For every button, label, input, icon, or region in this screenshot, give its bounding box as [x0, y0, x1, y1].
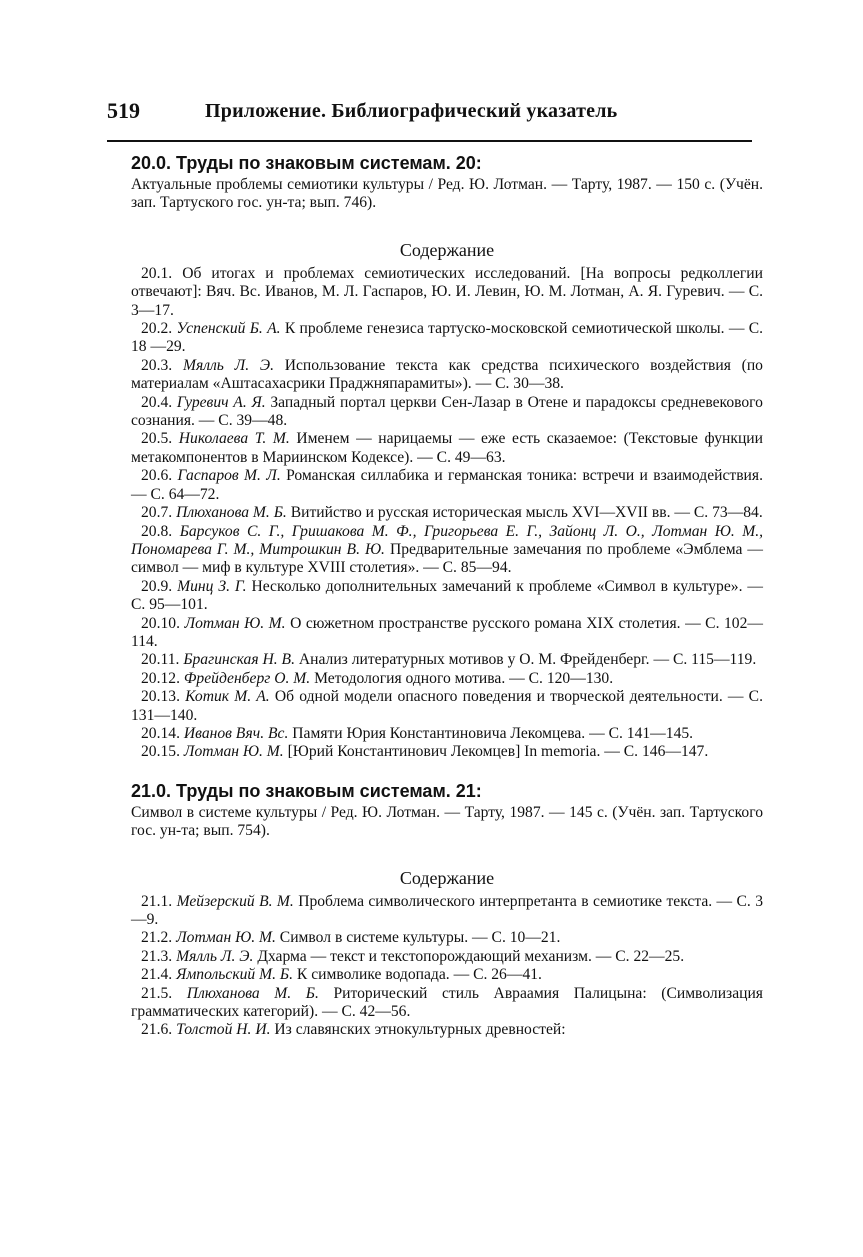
- page-content: [131, 152, 763, 1040]
- contents-entry: [131, 688, 763, 725]
- contents-heading: Содержание: [399, 867, 495, 888]
- contents-entry: [131, 578, 763, 615]
- entry-text: Из славянских этнокультурных древностей:: [274, 1021, 566, 1039]
- contents-entry: [131, 523, 763, 578]
- bibliography-section: [131, 152, 763, 762]
- entry-author: Толстой Н. И.: [176, 1021, 271, 1039]
- entry-text: Символ в системе культуры. — С. 10—21.: [279, 929, 561, 947]
- entry-author: Минц З. Г.: [177, 577, 247, 595]
- entry-author: Брагинская Н. В.: [183, 651, 295, 669]
- entry-number: 21.2.: [141, 929, 173, 947]
- contents-entry: [131, 615, 763, 652]
- entry-number: 20.11.: [141, 651, 180, 669]
- contents-entry: [131, 467, 763, 504]
- entry-author: Успенский Б. А.: [176, 320, 281, 338]
- entry-text: Анализ литературных мотивов у О. М. Фрейденберг. — С. 115—119.: [298, 651, 757, 669]
- contents-entry: [131, 1021, 763, 1039]
- entry-text: К символике водопада. — С. 26—41.: [296, 966, 542, 984]
- entry-number: 20.2.: [141, 320, 173, 338]
- entry-text: Именем — нарицаемы — еже есть сказаемое: (Текстовые функции метакомпонентов в Мариинском Кодексе). — С. 49—63.: [131, 430, 764, 466]
- entry-text: К проблеме генезиса тартуско-московской семиотической школы. — С. 18 —29.: [131, 320, 764, 356]
- entry-author: Фрейденберг О. М.: [183, 669, 311, 687]
- entry-number: 20.9.: [141, 577, 173, 595]
- section-description: Актуальные проблемы семиотики культуры / Ред. Ю. Лотман. — Тарту, 1987. — 150 с. (Учён. зап. Тартуского гос. ун-та; вып. 746).: [131, 176, 763, 212]
- contents-entry: [131, 394, 763, 431]
- entry-number: 20.10.: [141, 614, 180, 632]
- entry-number: 20.6.: [141, 467, 173, 485]
- entry-author: Барсуков С. Г., Гришакова М. Ф., Григорьева Е. Г., Зайонц Л. О., Лотман Ю. М., Пономарева Г. М., Митрошкин В. Ю.: [131, 522, 763, 558]
- contents-entry: [131, 929, 763, 947]
- entry-number: 21.5.: [141, 984, 173, 1002]
- entry-author: Николаева Т. М.: [178, 430, 290, 448]
- contents-entry: [131, 743, 763, 761]
- entry-author: Гаспаров М. Л.: [177, 467, 281, 485]
- entry-number: 20.1.: [141, 264, 173, 282]
- entry-number: 20.5.: [141, 430, 173, 448]
- entry-number: 20.8.: [141, 522, 173, 540]
- running-head: [107, 98, 757, 132]
- entry-text: [Юрий Константинович Лекомцев] In memoria. — С. 146—147.: [287, 743, 709, 761]
- entry-number: 20.12.: [141, 669, 180, 687]
- entry-author: Лотман Ю. М.: [183, 743, 284, 761]
- entry-number: 20.7.: [141, 504, 173, 522]
- entry-author: Котик М. А.: [185, 688, 270, 706]
- running-title: Приложение. Библиографический указатель: [205, 100, 618, 122]
- contents-entry: [131, 985, 763, 1022]
- entry-text: Памяти Юрия Константиновича Лекомцева. — С. 141—145.: [292, 724, 694, 742]
- entry-number: 21.3.: [141, 947, 173, 965]
- entry-text: Об итогах и проблемах семиотических исследований. [На вопросы редколлегии отвечают]: Вяч. Вс. Иванов, М. Л. Гаспаров, Ю. И. Левин, Ю. М. Лотман, А. Я. Гуревич. — С. 3—17.: [131, 264, 763, 319]
- contents-entry: [131, 265, 763, 320]
- entry-author: Лотман Ю. М.: [176, 929, 276, 947]
- entry-number: 20.4.: [141, 393, 173, 411]
- entry-author: Иванов Вяч. Вс.: [183, 724, 289, 742]
- contents-entry: [131, 320, 763, 357]
- entry-author: Мялль Л. Э.: [182, 356, 274, 374]
- section-description: Символ в системе культуры / Ред. Ю. Лотман. — Тарту, 1987. — 145 с. (Учён. зап. Тартуского гос. ун-та; вып. 754).: [131, 803, 763, 840]
- entry-text: Западный портал церкви Сен-Лазар в Отене и парадоксы средневекового сознания. — С. 39—48.: [131, 393, 763, 430]
- entry-text: Несколько дополнительных замечаний к проблеме «Символ в культуре». — С. 95—101.: [131, 577, 763, 614]
- entry-author: Гуревич А. Я.: [176, 393, 266, 411]
- contents-entry: [131, 893, 763, 930]
- entry-text: Предварительные замечания по проблеме «Эмблема — символ — миф в культуре XVIII столетия». — С. 85—94.: [131, 540, 763, 577]
- entry-text: Использование текста как средства психического воздействия (по материалам «Аштасахасрики Праджняпарамиты»). — С. 30—38.: [131, 356, 763, 393]
- entry-author: Плюханова М. Б.: [176, 504, 287, 522]
- entry-number: 21.6.: [141, 1021, 173, 1039]
- entry-number: 20.13.: [141, 688, 180, 706]
- contents-entry: [131, 357, 763, 394]
- section-title: 20.0. Труды по знаковым системам. 20:: [131, 153, 482, 173]
- contents-heading: Содержание: [399, 239, 495, 260]
- entry-text: Риторический стиль Авраамия Палицына: (Символизация грамматических категорий). — С. 42—56.: [131, 984, 763, 1021]
- contents-entry: [131, 651, 763, 669]
- entry-number: 20.3.: [141, 356, 173, 374]
- entry-author: Мейзерский В. М.: [176, 892, 294, 910]
- entry-text: Об одной модели опасного поведения и творческой деятельности. — С. 131—140.: [131, 688, 763, 724]
- entry-author: Ямпольский М. Б.: [176, 966, 293, 984]
- entry-text: Романская силлабика и германская тоника: встречи и взаимодействия. — С. 64—72.: [131, 467, 763, 503]
- contents-entry: [131, 670, 763, 688]
- entry-number: 21.1.: [141, 892, 173, 910]
- entry-text: Витийство и русская историческая мысль XVI—XVII вв. — С. 73—84.: [290, 504, 763, 522]
- entry-author: Мялль Л. Э.: [176, 947, 254, 965]
- entry-text: О сюжетном пространстве русского романа XIX столетия. — С. 102—114.: [131, 614, 763, 650]
- contents-entry: [131, 948, 763, 966]
- entry-number: 21.4.: [141, 966, 173, 984]
- section-title: 21.0. Труды по знаковым системам. 21:: [131, 780, 482, 801]
- contents-entry: [131, 504, 763, 522]
- header-rule: [107, 140, 752, 142]
- entry-text: Проблема символического интерпретанта в семиотике текста. — С. 3—9.: [131, 892, 764, 928]
- entry-author: Лотман Ю. М.: [184, 614, 286, 632]
- contents-entry: [131, 430, 763, 467]
- entry-number: 20.15.: [141, 743, 180, 761]
- bibliography-section: [131, 780, 763, 1040]
- entry-number: 20.14.: [141, 724, 180, 742]
- entry-text: Дхарма — текст и текстопорождающий механизм. — С. 22—25.: [257, 947, 685, 965]
- entry-author: Плюханова М. Б.: [186, 984, 319, 1002]
- entry-text: Методология одного мотива. — С. 120—130.: [314, 669, 614, 687]
- page-number: 519: [107, 98, 140, 123]
- contents-entry: [131, 966, 763, 984]
- contents-entry: [131, 725, 763, 743]
